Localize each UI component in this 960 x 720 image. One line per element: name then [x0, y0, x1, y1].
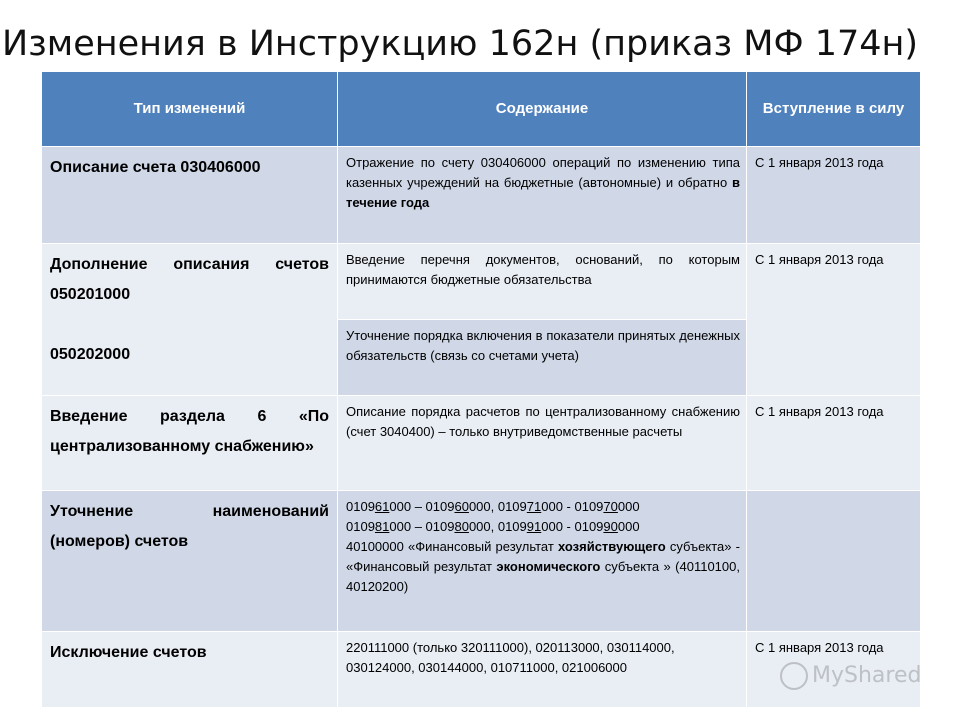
table-row: [42, 147, 921, 244]
watermark-logo: [780, 662, 921, 690]
row1-content-text: Отражение по счету 030406000 операций по изменению типа казенных учреждений на бюджетные (автономные) и обратно: [346, 155, 740, 190]
acct-underlined: 90: [603, 519, 618, 534]
row2-type-line1: Дополнение описания счетов 050201000: [50, 256, 329, 303]
acct-underlined: 61: [374, 499, 390, 514]
watermark-text: MyShared: [812, 663, 922, 688]
acct-underlined: 91: [526, 519, 542, 534]
table-row: [42, 244, 921, 320]
row1-content-bold: в течение года: [346, 175, 740, 210]
acct-text: субъекта» - «Финансовый результат: [346, 539, 740, 574]
row3-date: С 1 января 2013 года: [747, 396, 921, 491]
row4-line3: [346, 539, 740, 594]
acct-text: 0109: [346, 519, 375, 534]
acct-text: 000 - 0109: [541, 519, 604, 534]
row1-content: [338, 147, 747, 244]
table-row: [42, 396, 921, 491]
acct-bold: экономического: [496, 559, 601, 574]
row5-type: Исключение счетов: [42, 632, 338, 708]
changes-table: [41, 72, 921, 708]
row2-type-gap: [50, 310, 329, 340]
page-title: Изменения в Инструкцию 162н (приказ МФ 174н): [2, 24, 919, 64]
acct-underlined: 70: [603, 499, 618, 514]
row2-content-2: Уточнение порядка включения в показатели принятых денежных обязательств (связь со счетами учета): [338, 320, 747, 396]
row1-type: Описание счета 030406000: [42, 147, 338, 244]
acct-text: 000: [617, 519, 640, 534]
row4-type: Уточнение наименований (номеров) счетов: [42, 491, 338, 632]
acct-underlined: 81: [374, 519, 390, 534]
acct-underlined: 60: [454, 499, 469, 514]
header-effective: Вступление в силу: [747, 72, 921, 147]
row5-date: С 1 января 2013 года: [747, 632, 921, 708]
acct-text: 0109: [346, 499, 375, 514]
row4-line1: [346, 497, 740, 517]
header-type: Тип изменений: [42, 72, 338, 147]
table-row: [42, 491, 921, 632]
acct-text: 000 - 0109: [541, 499, 604, 514]
row2-type-line2: 050202000: [50, 346, 131, 363]
row2-date: С 1 января 2013 года: [747, 244, 921, 396]
row3-type: Введение раздела 6 «По централизованному снабжению»: [42, 396, 338, 491]
row5-content: 220111000 (только 320111000), 020113000, 030114000, 030124000, 030144000, 010711000, 021006000: [338, 632, 747, 708]
row4-line2: [346, 517, 740, 537]
acct-underlined: 80: [454, 519, 469, 534]
table-header-row: [42, 72, 921, 147]
row4-content: [338, 491, 747, 632]
acct-text: 000, 0109: [468, 499, 527, 514]
acct-underlined: 71: [526, 499, 542, 514]
acct-text: 40100000 «Финансовый результат: [346, 539, 554, 554]
acct-text: 000, 0109: [468, 519, 527, 534]
row1-date: С 1 января 2013 года: [747, 147, 921, 244]
row4-date: [747, 491, 921, 632]
acct-text: субъекта » (40110100, 40120200): [346, 559, 740, 594]
header-content: Содержание: [338, 72, 747, 147]
row2-content-1: Введение перечня документов, оснований, по которым принимаются бюджетные обязательства: [338, 244, 747, 320]
watermark-icon: [780, 662, 808, 690]
acct-bold: хозяйствующего: [557, 539, 666, 554]
row3-content: Описание порядка расчетов по централизованному снабжению (счет 3040400) – только внутриведомственные расчеты: [338, 396, 747, 491]
acct-text: 000: [617, 499, 640, 514]
acct-text: 000 – 0109: [389, 499, 455, 514]
row2-type: [42, 244, 338, 396]
acct-text: 000 – 0109: [389, 519, 455, 534]
